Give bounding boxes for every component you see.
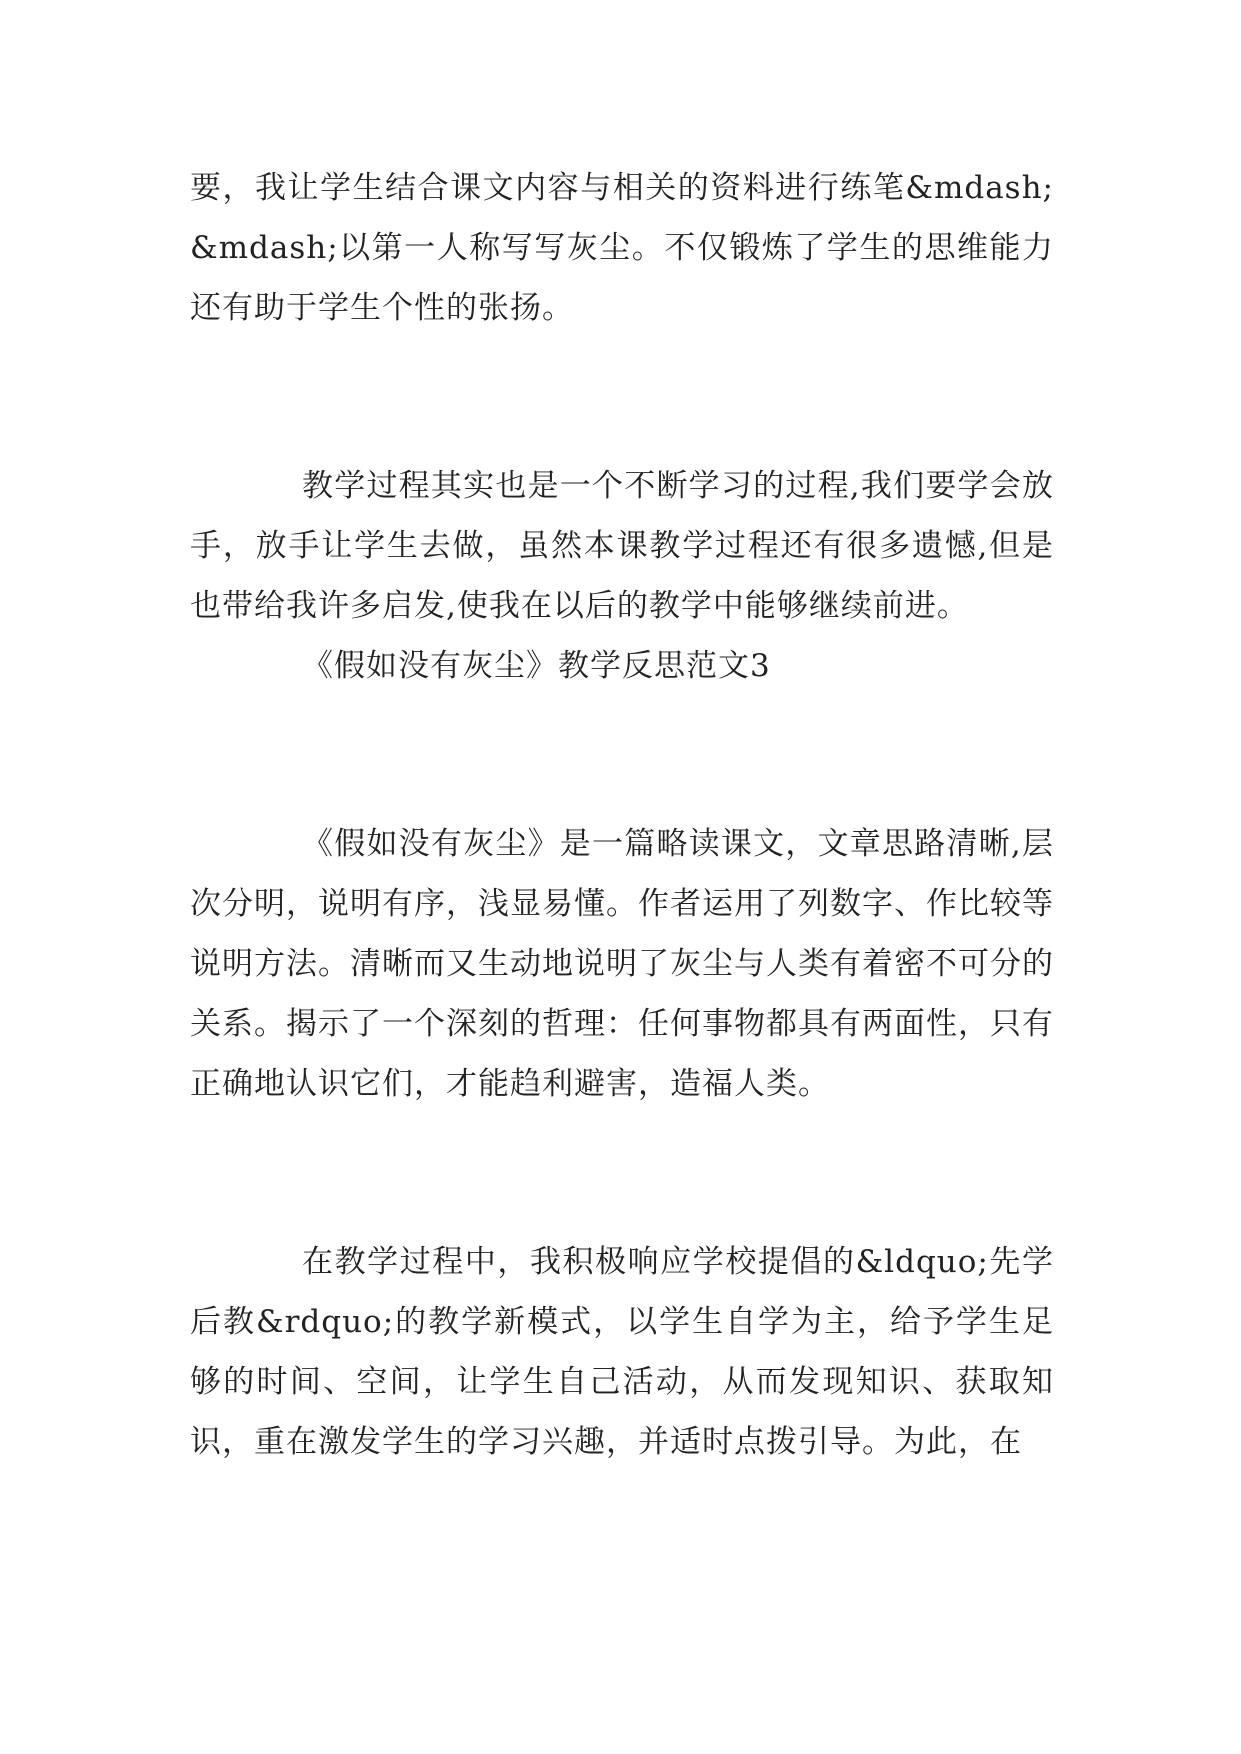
paragraph-teaching-method: 在教学过程中，我积极响应学校提倡的&ldquo;先学后教&rdquo;的教学新模式，以学生自学为主，给予学生足够的时间、空间，让学生自己活动，从而发现知识、获取知识，重在激发学生的学习兴趣，并适时点拨引导。为此，在 [190,1244,1054,1460]
paragraph-lesson-summary: 《假如没有灰尘》是一篇略读课文，文章思路清晰,层次分明，说明有序，浅显易懂。作者运用了列数字、作比较等说明方法。清晰而又生动地说明了灰尘与人类有着密不可分的关系。揭示了一个深刻的哲理：任何事物都具有两面性，只有正确地认识它们，才能趋利避害，造福人类。 [190,826,1054,1102]
document-body [190,158,1054,1472]
section-title: 《假如没有灰尘》教学反思范文3 [302,648,771,684]
paragraph-continuation: 要，我让学生结合课文内容与相关的资料进行练笔&mdash;&mdash;以第一人称写写灰尘。不仅锻炼了学生的思维能力还有助于学生个性的张扬。 [190,170,1054,326]
paragraph-teaching-process: 教学过程其实也是一个不断学习的过程,我们要学会放手，放手让学生去做，虽然本课教学过程还有很多遗憾,但是也带给我许多启发,使我在以后的教学中能够继续前进。 [190,468,1054,624]
